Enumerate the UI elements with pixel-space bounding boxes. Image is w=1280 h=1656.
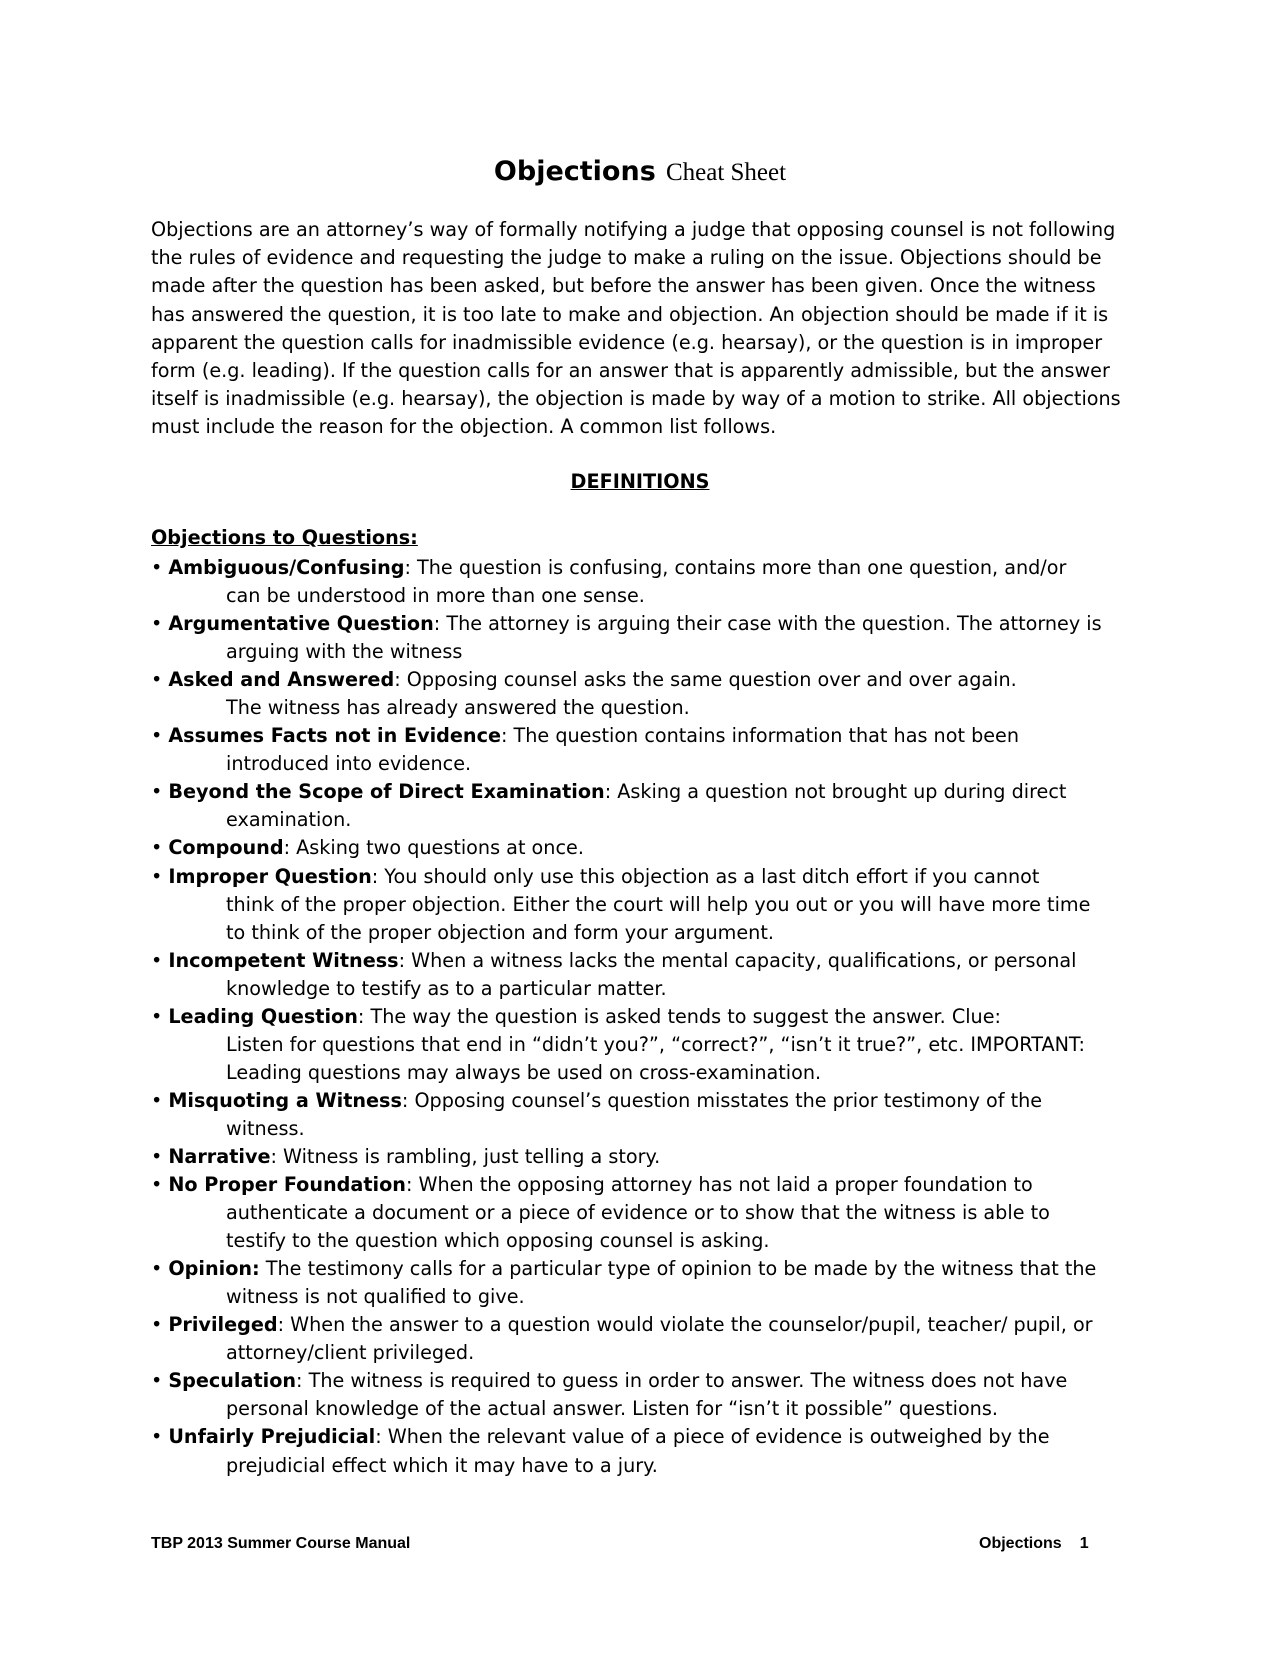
footer-section-name: Objections bbox=[979, 1535, 1062, 1552]
bullet: • bbox=[151, 1173, 163, 1197]
title-sub: Cheat Sheet bbox=[665, 159, 787, 186]
objection-description: When the relevant value of a piece of evidence is outweighed by the bbox=[381, 1425, 1050, 1449]
objection-first-line bbox=[151, 722, 1101, 750]
objection-continuation: prejudicial effect which it may have to a jury. bbox=[226, 1453, 658, 1477]
list-item bbox=[151, 666, 1101, 722]
objection-term: Incompetent Witness bbox=[168, 948, 399, 972]
definitions-heading: DEFINITIONS bbox=[570, 470, 710, 493]
objection-separator: : bbox=[357, 1004, 365, 1028]
intro-paragraph: Objections are an attorney’s way of formally notifying a judge that opposing counsel is not following the rules of evidence and requesting the judge to make a ruling on the issue. Objections should be made after the question has been asked, but before the answer has been given. Once the witness has answered the question, it is too late to make and objection. An objection should be made if it is apparent the question calls for inadmissible evidence (e.g. hearsay), or the question is in improper form (e.g. leading). If the question calls for an answer that is apparently admissible, but the answer itself is inadmissible (e.g. hearsay), the objection is made by way of a motion to strike. All objections must include the reason for the objection. A common list follows. bbox=[151, 218, 1121, 439]
objection-description: Asking a question not brought up during direct bbox=[611, 780, 1067, 804]
bullet: • bbox=[151, 724, 163, 748]
objection-term: Ambiguous/Confusing bbox=[168, 556, 405, 579]
objection-separator: : bbox=[371, 864, 379, 888]
list-item bbox=[151, 1311, 1101, 1367]
bullet: • bbox=[151, 668, 163, 692]
bullet: • bbox=[151, 556, 163, 579]
objection-term: No Proper Foundation bbox=[168, 1173, 406, 1197]
objection-continuation: authenticate a document or a piece of evidence or to show that the witness is able to testify to the question which opposing counsel is asking. bbox=[226, 1201, 1050, 1253]
list-item bbox=[151, 610, 1101, 666]
objection-term: Beyond the Scope of Direct Examination bbox=[168, 780, 605, 804]
list-item bbox=[151, 778, 1101, 834]
objection-first-line bbox=[151, 834, 1101, 862]
objection-continuation: Listen for questions that end in “didn’t you?”, “correct?”, “isn’t it true?”, etc. IMPORTANT: Leading questions may always be used on cross-examination. bbox=[226, 1032, 1086, 1084]
objection-continuation: arguing with the witness bbox=[226, 640, 463, 664]
objection-description: When the opposing attorney has not laid a proper foundation to bbox=[412, 1173, 1033, 1197]
title-main: Objections bbox=[493, 156, 656, 187]
objection-separator: : bbox=[433, 612, 441, 636]
objection-term: Narrative bbox=[168, 1144, 271, 1168]
bullet: • bbox=[151, 612, 163, 636]
objection-term: Argumentative Question bbox=[168, 612, 434, 636]
objection-description: The attorney is arguing their case with the question. The attorney is bbox=[440, 612, 1102, 636]
objection-continuation: personal knowledge of the actual answer. Listen for “isn’t it possible” questions. bbox=[226, 1397, 998, 1421]
objection-continuation: The witness has already answered the question. bbox=[226, 696, 690, 720]
objection-term: Misquoting a Witness bbox=[168, 1088, 402, 1112]
objection-separator: : bbox=[394, 668, 401, 692]
objection-term: Unfairly Prejudicial bbox=[168, 1425, 376, 1449]
objection-continuation: witness. bbox=[226, 1116, 305, 1140]
objections-to-questions-heading: Objections to Questions: bbox=[151, 526, 418, 549]
objection-description: The question is confusing, contains more than one question, and/or bbox=[410, 556, 1067, 579]
objection-term: Improper Question bbox=[168, 864, 372, 888]
page-number: 1 bbox=[1079, 1535, 1089, 1552]
list-item bbox=[151, 863, 1101, 947]
objection-description: Asking two questions at once. bbox=[290, 836, 584, 860]
objection-first-line bbox=[151, 947, 1101, 975]
list-item bbox=[151, 947, 1101, 1003]
list-item bbox=[151, 1367, 1101, 1423]
list-item bbox=[151, 722, 1101, 778]
objection-description: The testimony calls for a particular type of opinion to be made by the witness that the bbox=[259, 1257, 1097, 1281]
objection-separator: : bbox=[398, 948, 406, 972]
objection-first-line bbox=[151, 554, 1101, 582]
list-item bbox=[151, 1255, 1101, 1311]
list-item bbox=[151, 1171, 1101, 1255]
objection-continuation: attorney/client privileged. bbox=[226, 1341, 475, 1365]
objection-term: Compound bbox=[168, 836, 284, 860]
objection-separator: : bbox=[283, 836, 291, 860]
bullet: • bbox=[151, 1369, 163, 1393]
objection-separator: : bbox=[401, 1088, 409, 1112]
objection-term: Assumes Facts not in Evidence bbox=[168, 724, 501, 748]
list-item bbox=[151, 1087, 1101, 1143]
footer-manual-title: TBP 2013 Summer Course Manual bbox=[151, 1535, 411, 1552]
objection-separator: : bbox=[405, 1173, 413, 1197]
objection-continuation: can be understood in more than one sense. bbox=[226, 584, 645, 608]
bullet: • bbox=[151, 1144, 163, 1168]
objection-first-line bbox=[151, 610, 1101, 638]
bullet: • bbox=[151, 948, 163, 972]
list-item bbox=[151, 834, 1101, 862]
objection-description: When a witness lacks the mental capacity, qualifications, or personal bbox=[405, 948, 1077, 972]
objection-first-line bbox=[151, 1311, 1101, 1339]
objection-separator: : bbox=[296, 1369, 303, 1393]
objection-separator: : bbox=[500, 724, 508, 748]
objection-first-line bbox=[151, 778, 1101, 806]
bullet: • bbox=[151, 836, 163, 860]
page-title bbox=[0, 150, 1280, 188]
objection-separator: : bbox=[375, 1425, 382, 1449]
objection-description: The question contains information that has not been bbox=[507, 724, 1020, 748]
bullet: • bbox=[151, 1313, 163, 1337]
objection-first-line bbox=[151, 1171, 1101, 1199]
objection-continuation: witness is not qualified to give. bbox=[226, 1285, 525, 1309]
objection-continuation: knowledge to testify as to a particular matter. bbox=[226, 976, 667, 1000]
objection-first-line bbox=[151, 1255, 1101, 1283]
objection-description: The witness is required to guess in order to answer. The witness does not have bbox=[302, 1369, 1068, 1393]
bullet: • bbox=[151, 864, 163, 888]
objection-first-line bbox=[151, 1003, 1101, 1031]
objection-separator: : bbox=[604, 780, 612, 804]
bullet: • bbox=[151, 1425, 163, 1449]
list-item bbox=[151, 1143, 1101, 1171]
objection-description: Witness is rambling, just telling a story. bbox=[276, 1144, 661, 1168]
objection-description: When the answer to a question would violate the counselor/pupil, teacher/ pupil, or bbox=[284, 1313, 1093, 1337]
objection-first-line bbox=[151, 1087, 1101, 1115]
objection-description: Opposing counsel asks the same question over and over again. bbox=[400, 668, 1017, 692]
bullet: • bbox=[151, 1257, 163, 1281]
objection-separator: : bbox=[277, 1313, 285, 1337]
objection-continuation: examination. bbox=[226, 808, 352, 832]
objection-continuation: introduced into evidence. bbox=[226, 752, 472, 776]
bullet: • bbox=[151, 1088, 163, 1112]
objection-term: Leading Question bbox=[168, 1004, 358, 1028]
objection-description: You should only use this objection as a last ditch effort if you cannot bbox=[378, 864, 1040, 888]
objection-first-line bbox=[151, 1423, 1101, 1451]
bullet: • bbox=[151, 780, 163, 804]
objection-separator: : bbox=[404, 556, 411, 579]
objection-continuation: think of the proper objection. Either the court will help you out or you will have more time to think of the proper objection and form your argument. bbox=[226, 892, 1091, 944]
objection-term: Privileged bbox=[168, 1313, 278, 1337]
objection-first-line bbox=[151, 863, 1101, 891]
objection-first-line bbox=[151, 1143, 1101, 1171]
list-item bbox=[151, 554, 1101, 610]
objection-first-line bbox=[151, 666, 1101, 694]
objection-separator: : bbox=[270, 1144, 277, 1168]
objection-term: Asked and Answered bbox=[168, 668, 395, 692]
objection-term: Speculation bbox=[168, 1369, 297, 1393]
objection-description: Opposing counsel’s question misstates the prior testimony of the bbox=[408, 1088, 1043, 1112]
objections-list bbox=[151, 554, 1101, 1480]
objection-first-line bbox=[151, 1367, 1101, 1395]
objection-description: The way the question is asked tends to suggest the answer. Clue: bbox=[364, 1004, 1001, 1028]
bullet: • bbox=[151, 1004, 163, 1028]
objection-term: Opinion: bbox=[168, 1257, 260, 1281]
footer-page-label bbox=[979, 1535, 1089, 1553]
list-item bbox=[151, 1423, 1101, 1479]
list-item bbox=[151, 1003, 1101, 1087]
